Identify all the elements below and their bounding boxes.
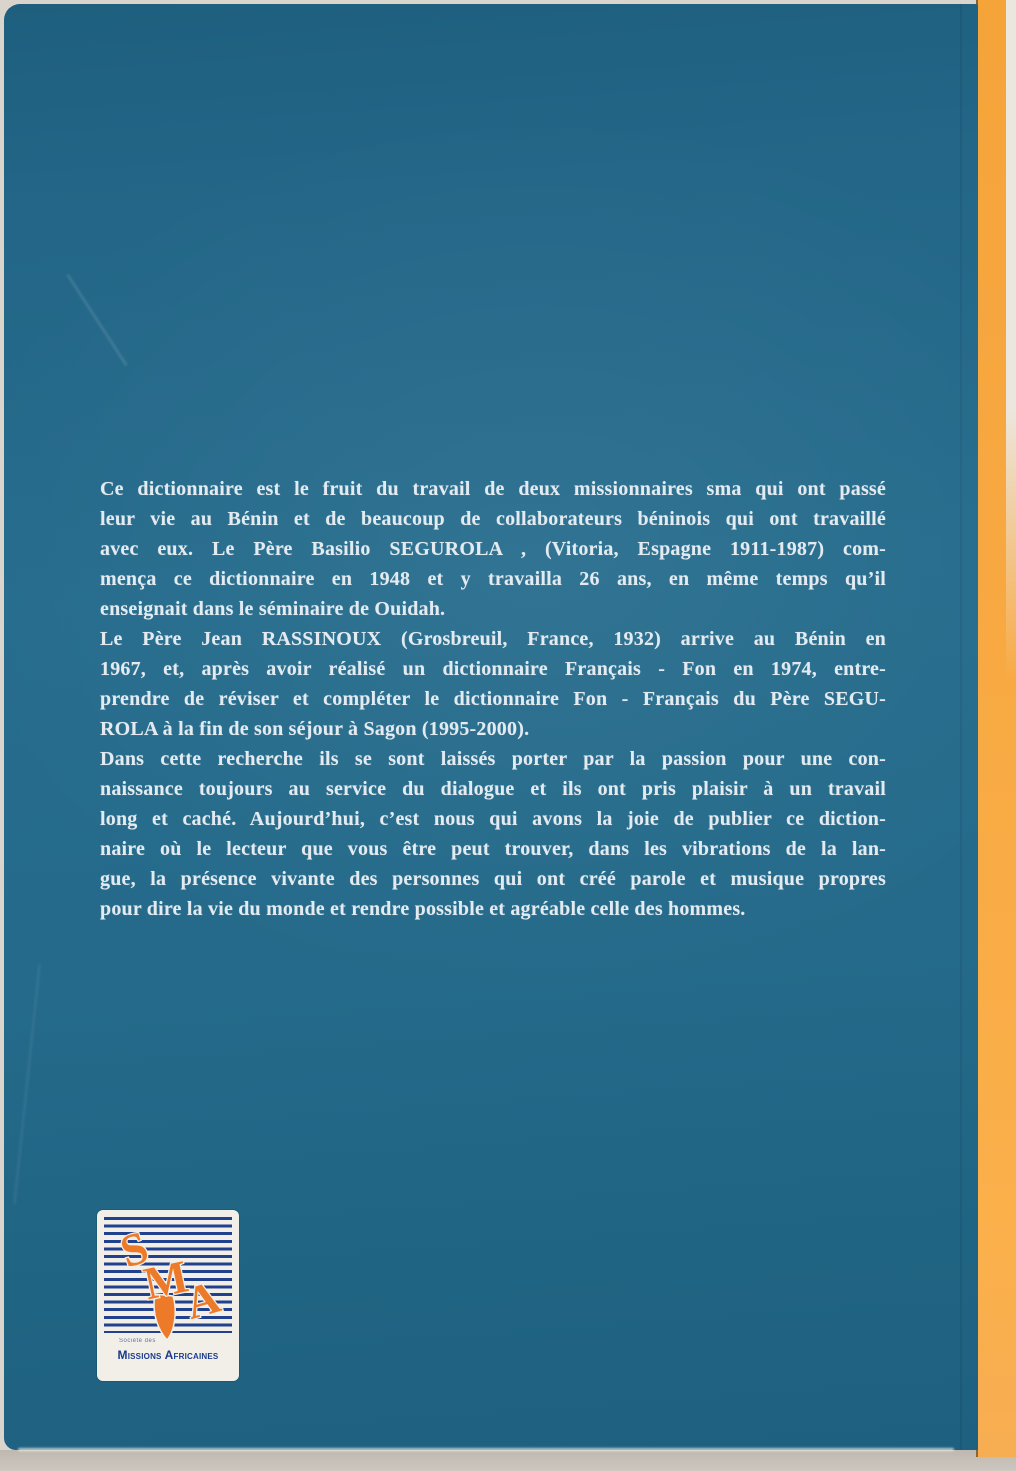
text-line: pour dire la vie du monde et rendre possible et agréable celle des hommes. <box>100 898 746 920</box>
back-cover-text <box>100 474 886 924</box>
sma-logo <box>97 1210 239 1381</box>
text-line: gue, la présence vivante des personnes qui ont créé parole et musique propres <box>100 868 886 890</box>
cover-crease-right <box>960 4 962 1450</box>
text-line: Dans cette recherche ils se sont laissés porter par la passion pour une con- <box>100 748 886 770</box>
scan-edge-highlight <box>1006 0 1016 680</box>
text-line: Le Père Jean RASSINOUX (Grosbreuil, France, 1932) arrive au Bénin en <box>100 628 886 650</box>
logo-small-text: Société des <box>119 1338 156 1344</box>
text-line: avec eux. Le Père Basilio SEGUROLA , (Vitoria, Espagne 1911-1987) com- <box>100 538 886 560</box>
cover-bottom-edge <box>18 1448 954 1451</box>
text-line: naissance toujours au service du dialogue et ils ont pris plaisir à un travail <box>100 778 886 800</box>
sma-acronym-icon <box>97 1210 239 1342</box>
text-line: prendre de réviser et compléter le dictionnaire Fon - Français du Père SEGU- <box>100 688 886 710</box>
logo-letter-s: S <box>114 1220 155 1278</box>
text-line: ROLA à la fin de son séjour à Sagon (1995-2000). <box>100 718 530 740</box>
book-back-cover <box>4 4 978 1450</box>
text-line: 1967, et, après avoir réalisé un dictionnaire Français - Fon en 1974, entre- <box>100 658 886 680</box>
logo-letter-a: A <box>179 1270 226 1330</box>
text-line: enseignait dans le séminaire de Ouidah. <box>100 598 446 620</box>
logo-letter-m: M <box>139 1250 193 1310</box>
text-line: long et caché. Aujourd’hui, c’est nous qui avons la joie de publier ce diction- <box>100 808 886 830</box>
text-line: mença ce dictionnaire en 1948 et y travailla 26 ans, en même temps qu’il <box>100 568 886 590</box>
text-line: Ce dictionnaire est le fruit du travail de deux missionnaires sma qui ont passé <box>100 478 886 500</box>
text-line: naire où le lecteur que vous être peut trouver, dans les vibrations de la lan- <box>100 838 886 860</box>
cover-scratch <box>67 274 127 366</box>
missions-africaines-label: Missions Africaines <box>117 1348 219 1362</box>
cover-crease-left <box>13 965 40 1204</box>
text-line: leur vie au Bénin et de beaucoup de collaborateurs béninois qui ont travaillé <box>100 508 886 530</box>
scan-background-strip <box>0 1450 1016 1471</box>
